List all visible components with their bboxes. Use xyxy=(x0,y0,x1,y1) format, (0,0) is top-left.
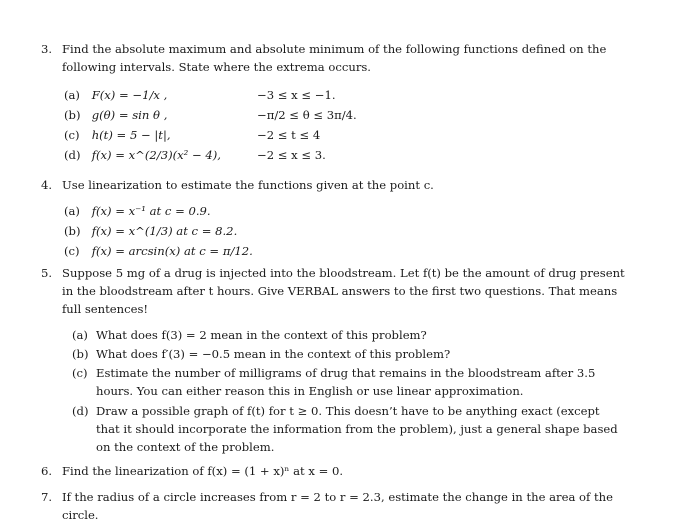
q4-item-c xyxy=(64,242,253,260)
question-number: 3. xyxy=(40,42,52,56)
q3-item-b xyxy=(64,106,167,124)
question-text: Find the absolute maximum and absolute minimum of the following functions defined on the following intervals. State where the extrema occurs. xyxy=(62,42,607,74)
question-text: Find the linearization of f(x) = (1 + x)ⁿ at x = 0. xyxy=(62,464,344,478)
item-label: (b) xyxy=(72,347,89,361)
item-expression: h(t) = 5 − |t|, xyxy=(91,128,171,142)
item-label: (c) xyxy=(64,128,80,142)
item-expression: g(θ) = sin θ , xyxy=(91,108,168,122)
q4-item-a xyxy=(64,202,211,220)
question-number: 6. xyxy=(40,464,52,478)
q4-item-b xyxy=(64,222,237,240)
q3-item-b-interval: −π/2 ≤ θ ≤ 3π/4. xyxy=(257,108,357,122)
question-number: 5. xyxy=(40,266,52,280)
item-expression: f(x) = x^(1/3) at c = 8.2. xyxy=(91,224,238,238)
question-text: If the radius of a circle increases from r = 2 to r = 2.3, estimate the change in the area of the circle. xyxy=(62,490,613,522)
question-number: 4. xyxy=(40,178,52,192)
item-label: (a) xyxy=(64,88,80,102)
q3-item-d-interval: −2 ≤ x ≤ 3. xyxy=(257,148,326,162)
item-label: (a) xyxy=(72,328,88,342)
item-label: (b) xyxy=(64,108,81,122)
item-label: (a) xyxy=(64,204,80,218)
item-text: Estimate the number of milligrams of drug that remains in the bloodstream after 3.5 hours. You can either reason this in English or use linear approximation. xyxy=(96,366,596,398)
item-expression: f(x) = x^(2/3)(x² − 4), xyxy=(91,148,221,162)
item-text: What does f(3) = 2 mean in the context of this problem? xyxy=(96,328,427,342)
item-label: (d) xyxy=(64,148,81,162)
item-expression: f(x) = x⁻¹ at c = 0.9. xyxy=(91,204,211,218)
question-number: 7. xyxy=(40,490,52,504)
q3-item-a-interval: −3 ≤ x ≤ −1. xyxy=(257,88,336,102)
item-text: Draw a possible graph of f(t) for t ≥ 0. This doesn’t have to be anything exact (except that it should incorporate the information from the problem), just a general shape based on the context of the problem. xyxy=(96,404,618,454)
item-expression: f(x) = arcsin(x) at c = π/12. xyxy=(91,244,253,258)
item-label: (c) xyxy=(64,244,80,258)
question-text: Suppose 5 mg of a drug is injected into the bloodstream. Let f(t) be the amount of drug present in the bloodstream after t hours. Give VERBAL answers to the first two questions. That means full sentences! xyxy=(62,266,625,316)
q3-item-c xyxy=(64,126,171,144)
q3-item-c-interval: −2 ≤ t ≤ 4 xyxy=(257,128,321,142)
item-text: What does f′(3) = −0.5 mean in the context of this problem? xyxy=(96,347,451,361)
q3-item-d xyxy=(64,146,221,164)
item-label: (d) xyxy=(72,404,89,418)
item-label: (b) xyxy=(64,224,81,238)
item-expression: F(x) = −1/x , xyxy=(91,88,168,102)
q3-item-a xyxy=(64,86,167,104)
item-label: (c) xyxy=(72,366,88,380)
question-text: Use linearization to estimate the functions given at the point c. xyxy=(62,178,434,192)
